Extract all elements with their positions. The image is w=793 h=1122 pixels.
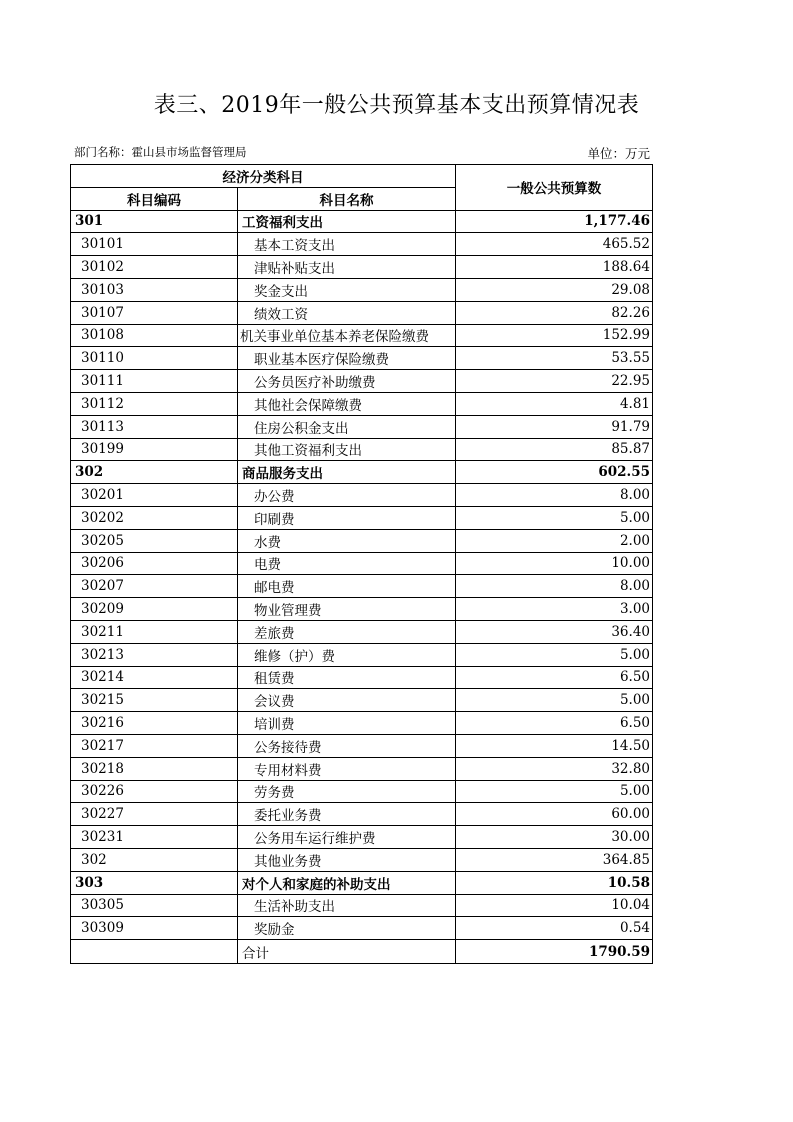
- cell-amount: 1790.59: [456, 940, 653, 964]
- cell-code: 30103: [71, 278, 238, 301]
- cell-amount: 85.87: [456, 438, 653, 461]
- cell-code: 303: [71, 871, 238, 894]
- table-group-row: [71, 210, 653, 233]
- cell-amount: 5.00: [456, 689, 653, 712]
- cell-name: 工资福利支出: [238, 210, 456, 233]
- cell-amount: 2.00: [456, 529, 653, 552]
- table-total-row: [71, 940, 653, 964]
- cell-name: 培训费: [238, 712, 456, 735]
- table-row: [71, 780, 653, 803]
- table-row: [71, 917, 653, 940]
- table-row: [71, 233, 653, 256]
- cell-name: 对个人和家庭的补助支出: [238, 871, 456, 894]
- cell-name: 其他社会保障缴费: [238, 392, 456, 415]
- cell-name: 公务接待费: [238, 734, 456, 757]
- cell-amount: 53.55: [456, 347, 653, 370]
- cell-code: 30108: [71, 324, 238, 347]
- cell-name: 电费: [238, 552, 456, 575]
- cell-name: 商品服务支出: [238, 461, 456, 484]
- table-row: [71, 894, 653, 917]
- cell-amount: 10.58: [456, 871, 653, 894]
- table-row: [71, 301, 653, 324]
- cell-amount: 36.40: [456, 620, 653, 643]
- table-row: [71, 757, 653, 780]
- cell-name: 奖励金: [238, 917, 456, 940]
- cell-code: 30211: [71, 620, 238, 643]
- cell-code: 30112: [71, 392, 238, 415]
- cell-code: 30213: [71, 643, 238, 666]
- table-row: [71, 689, 653, 712]
- cell-amount: 8.00: [456, 484, 653, 507]
- cell-name: 邮电费: [238, 575, 456, 598]
- cell-amount: 29.08: [456, 278, 653, 301]
- cell-code: 30309: [71, 917, 238, 940]
- cell-name: 租赁费: [238, 666, 456, 689]
- cell-amount: 10.04: [456, 894, 653, 917]
- cell-amount: 3.00: [456, 598, 653, 621]
- table-row: [71, 643, 653, 666]
- table-row: [71, 370, 653, 393]
- cell-name: 公务员医疗补助缴费: [238, 370, 456, 393]
- cell-name: 办公费: [238, 484, 456, 507]
- cell-code: 30218: [71, 757, 238, 780]
- table-row: [71, 506, 653, 529]
- table-group-row: [71, 871, 653, 894]
- table-row: [71, 278, 653, 301]
- cell-code: [71, 940, 238, 964]
- cell-name: 基本工资支出: [238, 233, 456, 256]
- cell-code: 30199: [71, 438, 238, 461]
- cell-amount: 188.64: [456, 256, 653, 279]
- cell-amount: 6.50: [456, 666, 653, 689]
- cell-code: 30101: [71, 233, 238, 256]
- table-row: [71, 826, 653, 849]
- cell-amount: 14.50: [456, 734, 653, 757]
- table-row: [71, 848, 653, 871]
- cell-code: 30231: [71, 826, 238, 849]
- cell-code: 30305: [71, 894, 238, 917]
- table-group-row: [71, 461, 653, 484]
- department-label: 部门名称：霍山县市场监督管理局: [74, 145, 247, 159]
- cell-code: 30216: [71, 712, 238, 735]
- table-row: [71, 392, 653, 415]
- cell-code: 30217: [71, 734, 238, 757]
- table-row: [71, 575, 653, 598]
- cell-name: 印刷费: [238, 506, 456, 529]
- cell-name: 合计: [238, 940, 456, 964]
- cell-code: 30111: [71, 370, 238, 393]
- cell-name: 差旅费: [238, 620, 456, 643]
- cell-amount: 152.99: [456, 324, 653, 347]
- cell-name: 水费: [238, 529, 456, 552]
- cell-amount: 5.00: [456, 643, 653, 666]
- cell-name: 维修（护）费: [238, 643, 456, 666]
- table-row: [71, 598, 653, 621]
- cell-amount: 10.00: [456, 552, 653, 575]
- table-row: [71, 415, 653, 438]
- table-row: [71, 803, 653, 826]
- cell-code: 30226: [71, 780, 238, 803]
- cell-code: 301: [71, 210, 238, 233]
- cell-amount: 60.00: [456, 803, 653, 826]
- cell-code: 302: [71, 848, 238, 871]
- table-row: [71, 620, 653, 643]
- cell-code: 30207: [71, 575, 238, 598]
- cell-name: 职业基本医疗保险缴费: [238, 347, 456, 370]
- cell-code: 30202: [71, 506, 238, 529]
- cell-code: 30205: [71, 529, 238, 552]
- table-row: [71, 734, 653, 757]
- header-code: 科目编码: [71, 187, 238, 210]
- table-row: [71, 438, 653, 461]
- cell-amount: 4.81: [456, 392, 653, 415]
- cell-name: 津贴补贴支出: [238, 256, 456, 279]
- cell-code: 30209: [71, 598, 238, 621]
- budget-table: [70, 164, 653, 964]
- cell-amount: 32.80: [456, 757, 653, 780]
- cell-name: 公务用车运行维护费: [238, 826, 456, 849]
- cell-amount: 465.52: [456, 233, 653, 256]
- cell-name: 物业管理费: [238, 598, 456, 621]
- header-name: 科目名称: [238, 187, 456, 210]
- cell-code: 30113: [71, 415, 238, 438]
- cell-name: 机关事业单位基本养老保险缴费: [238, 324, 456, 347]
- page-title: 表三、2019年一般公共预算基本支出预算情况表: [153, 93, 640, 118]
- table-row: [71, 484, 653, 507]
- table-row: [71, 324, 653, 347]
- cell-name: 委托业务费: [238, 803, 456, 826]
- cell-code: 30107: [71, 301, 238, 324]
- cell-amount: 364.85: [456, 848, 653, 871]
- header-economic-classification: 经济分类科目: [71, 165, 456, 188]
- cell-amount: 22.95: [456, 370, 653, 393]
- table-row: [71, 529, 653, 552]
- cell-code: 30214: [71, 666, 238, 689]
- cell-code: 30102: [71, 256, 238, 279]
- cell-name: 奖金支出: [238, 278, 456, 301]
- cell-code: 30110: [71, 347, 238, 370]
- table-row: [71, 552, 653, 575]
- cell-name: 绩效工资: [238, 301, 456, 324]
- cell-amount: 30.00: [456, 826, 653, 849]
- cell-amount: 1,177.46: [456, 210, 653, 233]
- cell-amount: 602.55: [456, 461, 653, 484]
- cell-name: 住房公积金支出: [238, 415, 456, 438]
- cell-code: 30227: [71, 803, 238, 826]
- table-row: [71, 347, 653, 370]
- cell-code: 30206: [71, 552, 238, 575]
- budget-table-body: [71, 210, 653, 964]
- table-row: [71, 712, 653, 735]
- cell-name: 其他业务费: [238, 848, 456, 871]
- cell-amount: 6.50: [456, 712, 653, 735]
- cell-name: 其他工资福利支出: [238, 438, 456, 461]
- table-row: [71, 256, 653, 279]
- table-row: [71, 666, 653, 689]
- cell-code: 30201: [71, 484, 238, 507]
- cell-name: 生活补助支出: [238, 894, 456, 917]
- header-amount: 一般公共预算数: [456, 165, 653, 211]
- cell-code: 302: [71, 461, 238, 484]
- cell-amount: 0.54: [456, 917, 653, 940]
- cell-amount: 8.00: [456, 575, 653, 598]
- cell-name: 专用材料费: [238, 757, 456, 780]
- cell-code: 30215: [71, 689, 238, 712]
- cell-name: 劳务费: [238, 780, 456, 803]
- cell-amount: 91.79: [456, 415, 653, 438]
- cell-amount: 5.00: [456, 780, 653, 803]
- cell-name: 会议费: [238, 689, 456, 712]
- cell-amount: 5.00: [456, 506, 653, 529]
- unit-label: 单位：万元: [587, 146, 650, 161]
- cell-amount: 82.26: [456, 301, 653, 324]
